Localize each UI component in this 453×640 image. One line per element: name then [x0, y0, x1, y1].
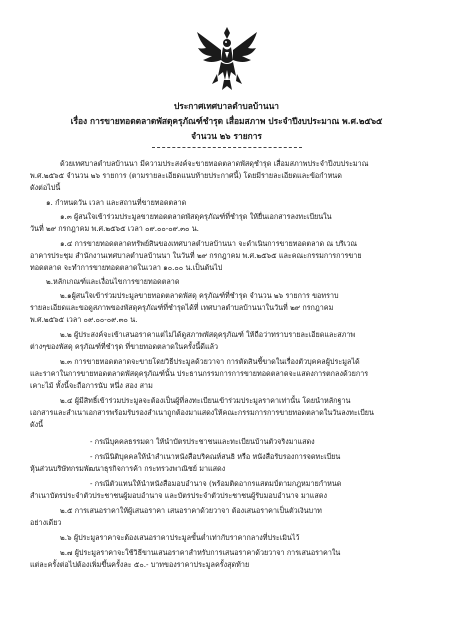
garuda-emblem-icon: [196, 26, 258, 92]
document-item-count: จำนวน ๒๖ รายการ: [191, 131, 262, 141]
paragraph-line: เคาะไม้ ทั้งนี้จะถือการนับ หนึ่ง สอง สาม: [30, 381, 153, 390]
paragraph-line: พ.ศ.๒๕๖๕ จำนวน ๒๖ รายการ (ตามรายละเอียดแนบท้ายประกาศนี้) โดยมีรายละเอียดและข้อกำหนด: [30, 171, 342, 180]
bullet-item: - กรณีตัวแทนให้นำหนังสือมอบอำนาจ (พร้อมติดอากรแสตมป์ตามกฎหมายกำหนด: [90, 479, 342, 488]
paragraph-line: หุ้นส่วนบริษัทกรมพัฒนาธุรกิจการค้า กระทรวงพาณิชย์ มาแสดง: [30, 464, 226, 473]
paragraph-line: ๒.๕ การเสนอราคาให้ผู้เสนอราคา เสนอราคาด้วยวาจา ต้องเสนอราคาเป็นตัวเงินบาท: [60, 506, 322, 515]
paragraph-line: และราคาในการขายทอดตลาดพัสดุครุภัณฑ์นั้น ประธานกรรมการการขายทอดตลาดจะแสดงการตกลงด้วยการ: [30, 369, 369, 378]
paragraph-line: ทอดตลาด จะทำการขายทอดตลาดในเวลา ๑๐.๐๐ น.เป็นต้นไป: [30, 263, 223, 272]
bullet-item: - กรณีนิติบุคคลให้นำสำเนาหนังสือบริคณห์สนธิ หรือ หนังสือรับรองการจดทะเบียน: [90, 452, 341, 461]
document-subject: เรื่อง การขายทอดตลาดพัสดุครุภัณฑ์ชำรุด เสื่อมสภาพ ประจำปีงบประมาณ พ.ศ.๒๕๖๕: [70, 116, 383, 126]
paragraph-line: ๒.๔ ผู้มีสิทธิ์เข้าร่วมประมูลจะต้องเป็นผู้ที่ลงทะเบียนเข้าร่วมประมูลราคาเท่านั้น โดยนำหลักฐาน: [60, 396, 351, 405]
paragraph-line: ๒.๒ ผู้ประสงค์จะเข้าเสนอราคาแต่ไม่ได้ดูสภาพพัสดุครุภัณฑ์ ให้ถือว่าทราบรายละเอียดและสภาพ: [60, 330, 356, 339]
section-heading: ๑. กำหนดวัน เวลา และสถานที่ขายทอดตลาด: [46, 198, 187, 207]
paragraph-line: อย่างเดียว: [30, 518, 62, 527]
header-separator: [152, 147, 302, 148]
paragraph-line: ๒.๑ผู้สนใจเข้าร่วมประมูลขายทอดตลาดพัสดุ ครุภัณฑ์ที่ชำรุด จำนวน ๒๖ รายการ ขอทราบ: [60, 291, 339, 300]
paragraph-line: สำเนาบัตรประจำตัวประชาชนผู้มอบอำนาจ และบัตรประจำตัวประชาชนผู้รับมอบอำนาจ มาแสดง: [30, 491, 328, 500]
paragraph-line: ๒.๗ ผู้ประมูลราคาจะใช้วิธีขานเสนอราคาสำหรับการเสนอราคาด้วยวาจา การเสนอราคาใน: [60, 548, 341, 557]
paragraph-line: วันที่ ๒๙ กรกฎาคม พ.ศ.๒๕๖๕ เวลา ๐๙.๐๐-๐๙.๓๐ น.: [30, 224, 199, 233]
paragraph-line: ด้วยเทศบาลตำบลบ้านนา มีความประสงค์จะขายทอดตลาดพัสดุชำรุด เสื่อมสภาพประจำปีงบประมาณ: [60, 159, 369, 168]
paragraph-line: พ.ศ.๒๕๖๕ เวลา ๐๙.๐๐-๐๙.๓๐ น.: [30, 315, 138, 324]
paragraph-line: แต่ละครั้งต่อไปต้องเพิ่มขึ้นครั้งละ ๕๐.- บาทของราคาประมูลครั้งสุดท้าย: [30, 560, 250, 569]
paragraph-line: เอกสารและสำเนาเอกสารพร้อมรับรองสำเนาถูกต้องมาแสดงให้คณะกรรมการการขายทอดตลาดในวันลงทะเบียน: [30, 408, 374, 417]
paragraph-line: รายละเอียดและขอดูสภาพของพัสดุครุภัณฑ์ที่ชำรุดได้ที่ เทศบาลตำบลบ้านนาในวันที่ ๒๙ กรกฎาคม: [30, 303, 334, 312]
paragraph-line: ดังนี้: [30, 420, 44, 429]
section-heading: ๒.หลักเกณฑ์และเงื่อนไขการขายทอดตลาด: [46, 277, 180, 286]
paragraph-line: ดังต่อไปนี้: [30, 183, 61, 192]
paragraph-line: อาคารประชุม สำนักงานเทศบาลตำบลบ้านนา ในวันที่ ๒๙ กรกฎาคม พ.ศ.๒๕๖๕ และคณะกรรมการการขาย: [30, 251, 362, 260]
paragraph-line: ต่างๆของพัสดุ ครุภัณฑ์ที่ชำรุด ที่ขายทอดตลาดในครั้งนี้ดีแล้ว: [30, 342, 219, 351]
paragraph-line: ๑.๓ ผู้สนใจเข้าร่วมประมูลขายทอดตลาดพัสดุครุภัณฑ์ที่ชำรุด ให้ยื่นเอกสารลงทะเบียนใน: [60, 212, 332, 221]
paragraph-line: ๒.๓ การขายทอดตลาดจะขายโดยวิธีประมูลด้วยวาจา การตัดสินชี้ขาดในเรื่องตัวบุคคลผู้ประมูลได้: [60, 357, 360, 366]
bullet-item: - กรณีบุคคลธรรมดา ให้นำบัตรประชาชนและทะเบียนบ้านตัวจริงมาแสดง: [90, 437, 315, 446]
paragraph-line: ๒.๖ ผู้ประมูลราคาจะต้องเสนอราคาประมูลขั้นต่ำเท่ากับราคากลางที่ประเมินไว้: [60, 533, 300, 542]
paragraph-line: ๑.๔ การขายทอดตลาดทรัพย์สินของเทศบาลตำบลบ้านนา จะดำเนินการขายทอดตลาด ณ บริเวณ: [60, 239, 358, 248]
document-org: ประกาศเทศบาลตำบลบ้านนา: [173, 101, 279, 111]
